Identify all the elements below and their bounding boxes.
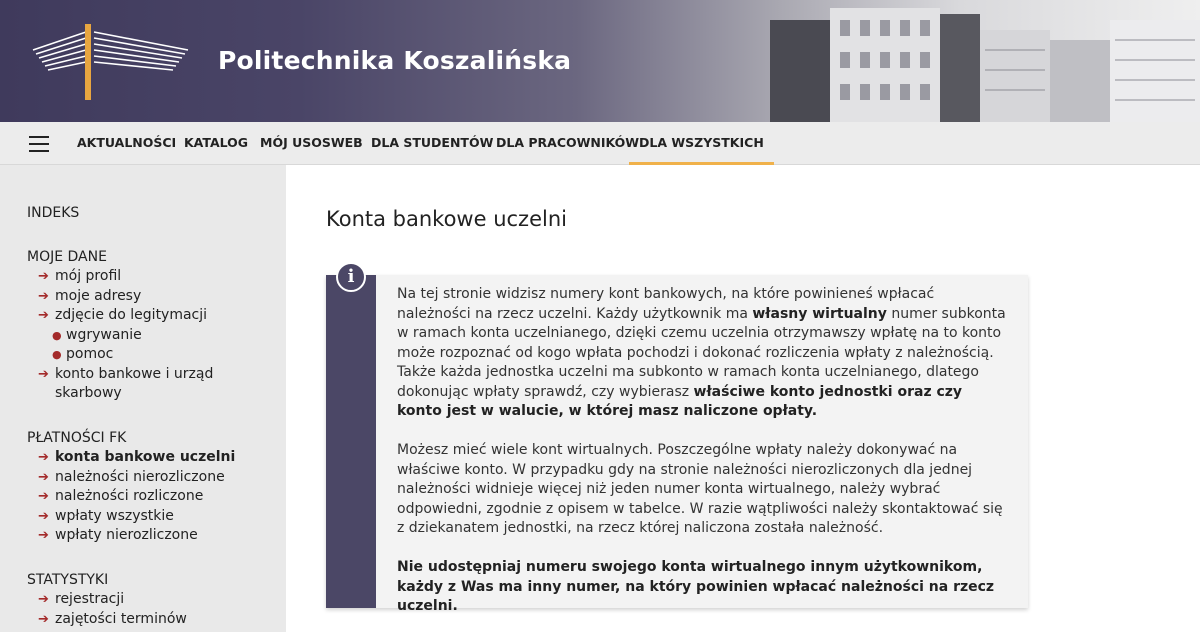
site-header <box>0 0 1200 122</box>
sidebar-subitem-pomoc[interactable]: ● pomoc <box>52 346 114 362</box>
sidebar-item-wplaty-nierozliczone[interactable]: ➔ wpłaty nierozliczone <box>38 527 198 543</box>
university-logo[interactable] <box>28 22 193 102</box>
building-photo <box>760 0 1200 122</box>
sidebar-heading-platnosci[interactable]: PŁATNOŚCI FK <box>27 430 127 446</box>
arrow-right-icon: ➔ <box>38 509 49 524</box>
sidebar-item-naleznosci-rozliczone[interactable]: ➔ należności rozliczone <box>38 488 204 504</box>
arrow-right-icon: ➔ <box>38 592 49 607</box>
nav-dla-studentow[interactable]: DLA STUDENTÓW <box>371 135 494 150</box>
nav-katalog[interactable]: KATALOG <box>184 135 249 150</box>
university-name[interactable]: Politechnika Koszalińska <box>218 46 572 75</box>
sidebar-subitem-wgrywanie[interactable]: ● wgrywanie <box>52 327 142 343</box>
info-icon: i <box>336 262 366 292</box>
arrow-right-icon: ➔ <box>38 308 49 323</box>
bullet-icon: ● <box>52 329 62 342</box>
sidebar-heading-moje-dane[interactable]: MOJE DANE <box>27 249 107 265</box>
sidebar-item-zajetosci-terminow[interactable]: ➔ zajętości terminów <box>38 611 187 627</box>
sidebar <box>0 165 286 632</box>
sidebar-item-konta-bankowe-uczelni[interactable]: ➔ konta bankowe uczelni <box>38 449 236 465</box>
arrow-right-icon: ➔ <box>38 289 49 304</box>
sidebar-item-wplaty-wszystkie[interactable]: ➔ wpłaty wszystkie <box>38 508 174 524</box>
sidebar-item-naleznosci-nierozliczone[interactable]: ➔ należności nierozliczone <box>38 469 225 485</box>
arrow-right-icon: ➔ <box>38 450 49 465</box>
nav-dla-wszystkich[interactable]: DLA WSZYSTKICH <box>629 122 774 165</box>
sidebar-heading-indeks[interactable]: INDEKS <box>27 205 80 221</box>
main-content <box>286 165 1200 632</box>
arrow-right-icon: ➔ <box>38 489 49 504</box>
sidebar-item-zdjecie[interactable]: ➔ zdjęcie do legitymacji <box>38 307 208 323</box>
sidebar-item-moj-profil[interactable]: ➔ mój profil <box>38 268 122 284</box>
nav-aktualnosci[interactable]: AKTUALNOŚCI <box>77 135 177 150</box>
sidebar-heading-statystyki[interactable]: STATYSTYKI <box>27 572 109 588</box>
info-text <box>397 285 1011 632</box>
arrow-right-icon: ➔ <box>38 367 49 382</box>
sidebar-item-konto-bankowe[interactable]: ➔ konto bankowe i urząd skarbowy <box>38 366 214 401</box>
nav-dla-pracownikow[interactable]: DLA PRACOWNIKÓW <box>496 135 640 150</box>
info-box-bar <box>326 275 376 608</box>
info-box <box>326 266 1028 614</box>
main-navigation <box>0 122 1200 165</box>
info-paragraph-3: Nie udostępniaj numeru swojego konta wirtualnego innym użytkownikom, każdy z Was ma inny numer, na który powinien wpłacać należności na rzecz uczelni. <box>397 559 995 614</box>
bullet-icon: ● <box>52 348 62 361</box>
page-title: Konta bankowe uczelni <box>326 207 567 231</box>
nav-moj-usosweb[interactable]: MÓJ USOSWEB <box>260 135 363 150</box>
arrow-right-icon: ➔ <box>38 470 49 485</box>
arrow-right-icon: ➔ <box>38 612 49 627</box>
arrow-right-icon: ➔ <box>38 528 49 543</box>
hamburger-menu-icon[interactable] <box>29 136 49 152</box>
info-paragraph-2: Możesz mieć wiele kont wirtualnych. Poszczególne wpłaty należy dokonywać na właściwe konto. W przypadku gdy na stronie należności nierozliczonych dla jednej należności widnieje więcej niż jeden numer konta wirtualnego, należy wybrać odpowiedni, zgodnie z opisem w tabelce. W razie wątpliwości należy skontaktować się z dziekanatem jednostki, na rzecz której naliczona została należność. <box>397 442 1003 536</box>
sidebar-item-moje-adresy[interactable]: ➔ moje adresy <box>38 288 142 304</box>
info-paragraph-1: Na tej stronie widzisz numery kont bankowych, na które powinieneś wpłacać należności na rzecz uczelni. Każdy użytkownik ma własny wirtualny numer subkonta w ramach konta uczelnianego, dzięki czemu uczelnia otrzymawszy wpłatę na to konto może rozpoznać od kogo wpłata pochodzi i dokonać rozliczenia wpłaty z należnością. Także każda jednostka uczelni ma subkonto w ramach konta uczelnianego, dlatego dokonując wpłaty sprawdź, czy wybierasz właściwe konto jednostki oraz czy konto jest w walucie, w której masz naliczone opłaty. <box>397 286 1006 419</box>
arrow-right-icon: ➔ <box>38 269 49 284</box>
sidebar-item-rejestracji[interactable]: ➔ rejestracji <box>38 591 125 607</box>
